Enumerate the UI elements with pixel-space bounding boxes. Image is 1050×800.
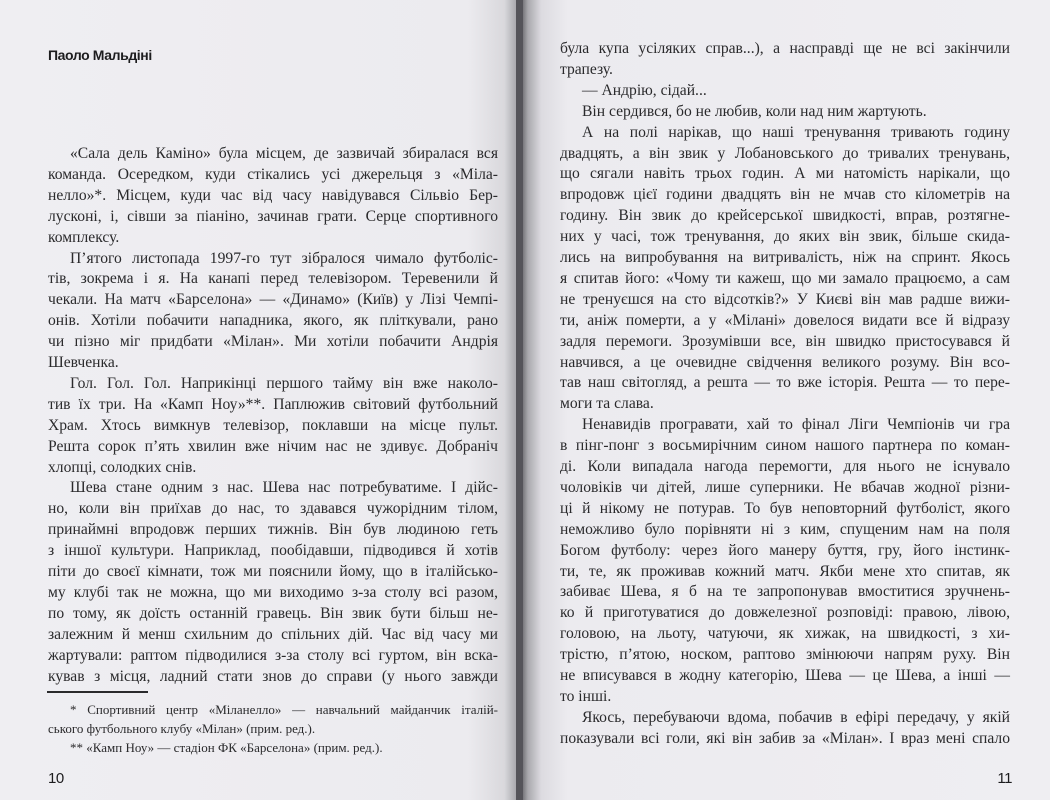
text-line: впродовж цієї години двадцять він не мчав сто кілометрів на [560, 186, 1010, 204]
text-line: ти, те, як проживав кожний матч. Якби мене хто спитав, як [560, 562, 1010, 580]
text-line: принаймні впродовж перших тижнів. Він був людиною геть [48, 521, 498, 539]
text-line: моги та слава. [560, 395, 654, 413]
text-line: му клубі так не можна, що ми виходимо з-за столу всі разом, [48, 583, 498, 601]
text-line: Ненавидів програвати, хай то фінал Ліги Чемпіонів чи гра [582, 416, 1010, 434]
text-line: що сягали навіть трьох годин. А ми натомість нарікали, що [560, 165, 1010, 183]
text-line: трапезу. [560, 60, 613, 78]
footnote-line: * Спортивний центр «Міланелло» — навчальний майданчик італій- [70, 702, 498, 717]
text-line: жартували: раптом підводилися з-за столу всі гуртом, він вска- [48, 646, 498, 664]
text-line: них у часі, тож тренування, до яких він звик, більше скида- [560, 228, 1010, 246]
text-line: кував з місця, ладний стати знов до справи (у нього завжди [48, 667, 498, 685]
page-number: 11 [997, 770, 1012, 787]
text-line: команда. Осередком, куди стікались усі джерельця з «Міла- [48, 165, 498, 183]
text-line: не тренуєшся на сто відсотків?» У Києві він мав радше вижи- [560, 290, 1010, 308]
text-line: чи пізно міг придбати «Мілан». Ми хотіли побачити Андрія [48, 333, 498, 351]
text-line: Богом футболу: через його манеру буття, гру, його інстинк- [560, 541, 1010, 559]
text-line: Гол. Гол. Гол. Наприкінці першого тайму він вже наколо- [70, 374, 498, 392]
text-line: чекали. На матч «Барселона» — «Динамо» (Київ) у Лізі Чемпі- [48, 291, 498, 309]
text-line: нелло»*. Місцем, куди час від часу навідувався Сільвіо Бер- [48, 186, 498, 204]
page-number: 10 [48, 770, 64, 787]
text-line: — Андрію, сідай... [582, 81, 707, 99]
text-line: ко й приготуватися до довжелезної розповіді: правою, лівою, [560, 604, 1010, 622]
text-line: тів, зокрема і я. На канапі перед телевізором. Теревенили й [48, 270, 498, 288]
text-line: головою, на льоту, чатуючи, як хижак, на швидкості, з хи- [560, 625, 1010, 643]
footnote-line: ського футбольного клубу «Мілан» (прим. ред.). [48, 721, 316, 736]
text-line: трістю, п’ятою, носком, раптово змінюючи напрям руху. Він [560, 646, 1010, 664]
text-line: Решта сорок п’ять хвилин вже нічим нас не здивує. Добраніч [48, 437, 498, 455]
text-line: була купа усіляких справ...), а насправді ще не всі закінчили [560, 40, 1010, 57]
text-line: піти до своєї кімнати, тож ми пояснили йому, що в італійсько- [48, 563, 498, 580]
text-line: ці й нікому не потурав. То був неповторний футболіст, якого [560, 499, 1010, 517]
text-line: Він сердився, бо не любив, коли над ним жартують. [582, 102, 927, 120]
text-line: двадцять, а він звик у Лобановського до тривалих тренувань, [560, 144, 1010, 162]
text-line: Шевченка. [48, 354, 119, 371]
text-line: показували всі голи, які він забив за «Мілан». І враз мені спало [560, 729, 1010, 747]
text-line: но, коли він приїхав до нас, то здавався чужорідним тілом, [48, 500, 498, 518]
footnote-divider [47, 691, 148, 693]
text-line: то інші. [560, 687, 612, 705]
text-line: забиває Шева, я б на те запропонував вмоститися зручнень- [560, 583, 1010, 601]
text-line: з іншої культури. Наприклад, пообідавши, підводився й хотів [48, 542, 498, 560]
running-header: Паоло Мальдіні [48, 47, 152, 63]
text-line: ти, аніж померти, а у «Мілані» довелося видати все й відразу [560, 311, 1010, 329]
text-line: я спитав його: «Чому ти кажеш, що ми замало працюємо, а сам [560, 269, 1010, 287]
footnote-line: ** «Камп Ноу» — стадіон ФК «Барселона» (прим. ред.). [70, 740, 383, 755]
text-line: по тому, як доїсть останній гравець. Він звик бути більш не- [48, 604, 498, 622]
text-line: навчився, а це очевидне свідчення великого розуму. Він всо- [560, 353, 1010, 371]
right-page [520, 0, 1050, 800]
text-line: Якось, перебуваючи вдома, побачив в ефірі передачу, у якій [582, 708, 1010, 726]
text-line: А на полі нарікав, що наші тренування тривають годину [582, 123, 1010, 141]
left-page [0, 0, 520, 800]
text-line: комплексу. [48, 228, 120, 246]
text-line: лусконі, і, сівши за піаніно, зачинав грати. Серце спортивного [48, 207, 498, 225]
text-line: Шева стане одним з нас. Шева нас потребуватиме. І дійс- [70, 479, 498, 497]
text-line: чоловіків чи дітей, лише суперники. Не вбачав жодної різни- [560, 478, 1010, 496]
text-line: онів. Хотіли побачити нападника, якого, як пліткували, рано [48, 312, 498, 330]
text-line: П’ятого листопада 1997-го тут зібралося чимало футболіс- [70, 249, 498, 267]
text-line: неможливо було порівняти ні з ким, спущеним нам на поля [560, 520, 1010, 538]
text-line: тав наш світогляд, а решта — то вже історія. Решта — то пере- [560, 374, 1010, 392]
text-line: не вписувався в жодну категорію, Шева — це Шева, а інші — [560, 667, 1010, 684]
text-line: ді. Коли випадала нагода перемогти, для нього не існувало [560, 458, 1010, 475]
book-gutter [516, 0, 523, 800]
text-line: тив їх три. На «Камп Ноу»**. Паплюжив світовий футбольний [48, 395, 498, 413]
text-line: хлопці, солодких снів. [48, 458, 197, 476]
text-line: годину. Він звик до крейсерської швидкості, вправ, розтягне- [560, 207, 1010, 225]
text-line: залежним й менш схильним до спільних дій. Час від часу ми [48, 625, 498, 643]
text-line: в пінг-понг з восьмирічним сином нашого партнера по коман- [560, 437, 1010, 455]
text-line: задля перемоги. Зрозумівши все, він швидко пристосувався й [560, 332, 1010, 350]
text-line: лись на випробування на витривалість, ніж на спринт. Якось [560, 249, 1010, 266]
text-line: Храм. Хтось вимкнув телевізор, поклавши на місце пульт. [48, 416, 498, 434]
text-line: «Сала дель Каміно» була місцем, де зазвичай збиралася вся [70, 145, 498, 162]
